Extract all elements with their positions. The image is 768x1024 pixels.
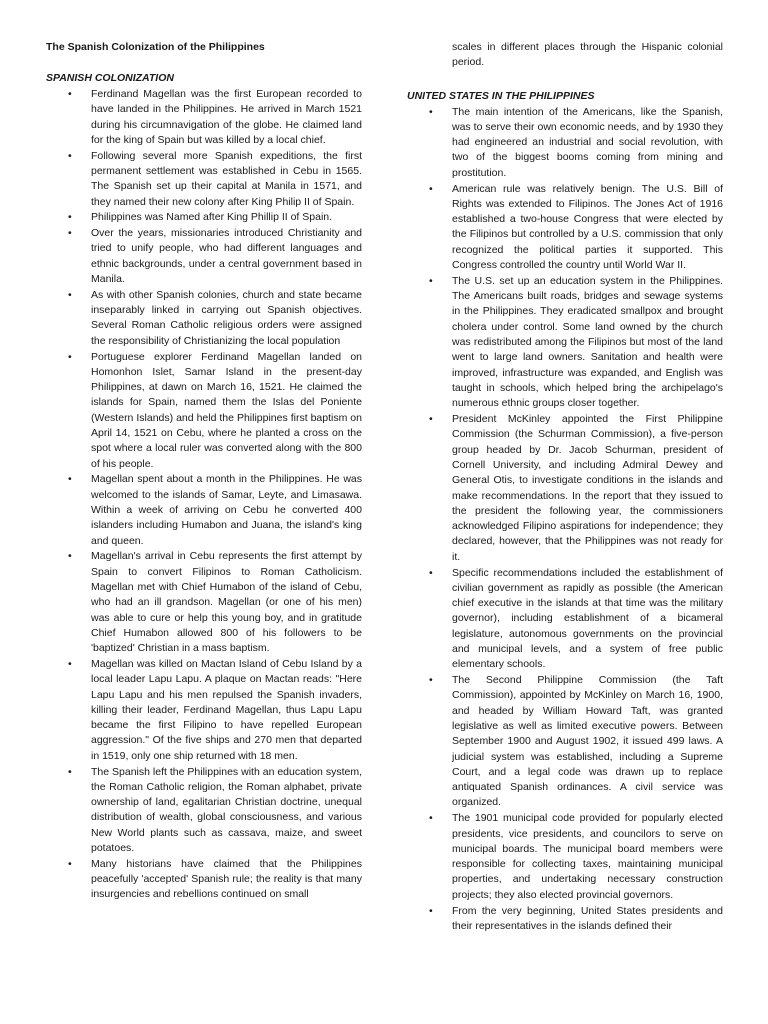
bullet-icon: •	[68, 857, 72, 870]
bullet-icon: •	[68, 149, 72, 162]
list-item	[407, 412, 723, 565]
bullet-icon: •	[68, 211, 72, 224]
list-item	[46, 549, 362, 656]
list-item-text: Many historians have claimed that the Philippines peacefully 'accepted' Spanish rule; the reality is that many insurgencies and rebellions continued on small	[91, 857, 362, 901]
section-heading-spanish: SPANISH COLONIZATION	[46, 72, 174, 84]
list-item-text: Philippines was Named after King Phillip II of Spain.	[91, 211, 333, 224]
bullet-icon: •	[429, 674, 433, 687]
spanish-bullet-list	[46, 87, 362, 903]
right-column	[407, 40, 723, 935]
bullet-icon: •	[429, 413, 433, 426]
list-item	[46, 857, 362, 903]
list-item	[407, 105, 723, 181]
list-item	[46, 657, 362, 764]
list-item	[407, 274, 723, 412]
list-item-text: President McKinley appointed the First Philippine Commission (the Schurman Commission), a five-person group headed by Dr. Jacob Schurman, president of Cornell University, and including Admiral Dewey and General Otis, to investigate conditions in the islands and make recommendations. In the report that they issued to the president the following year, the commissioners acknowledged Filipino aspirations for independence; they declared, however, that the Philippines was not ready for it.	[452, 413, 723, 563]
list-item	[46, 472, 362, 548]
list-item-text: American rule was relatively benign. The U.S. Bill of Rights was extended to Filipinos. The Jones Act of 1916 established a two-house Congress that were elected by the Filipinos but controlled by a U.S. commission that only recognized the political parties it supported. This Congress controlled the country until World War II.	[452, 182, 723, 272]
bullet-icon: •	[68, 765, 72, 778]
list-item-text: The U.S. set up an education system in the Philippines. The Americans built roads, bridges and sewage systems in the Philippines. They eradicated smallpox and brought cholera under control. Some land owned by the church was redistributed among the Filipinos but most of the land went to large land owners. Sanitation and health were improved, infrastructure was expanded, and English was taught in schools, which helped bring the archipelago's numerous ethnic groups closer together.	[452, 274, 723, 410]
list-item-text: The main intention of the Americans, like the Spanish, was to serve their own economic needs, and by 1930 they had engineered an industrial and social revolution, with two of the biggest booms coming from mining and prostitution.	[452, 105, 723, 179]
list-item	[46, 288, 362, 349]
bullet-icon: •	[429, 182, 433, 195]
bullet-icon: •	[68, 350, 72, 363]
us-bullet-list	[407, 105, 723, 935]
bullet-icon: •	[68, 657, 72, 670]
bullet-icon: •	[429, 904, 433, 917]
list-item-text: The 1901 municipal code provided for popularly elected presidents, vice presidents, and councilors to serve on municipal boards. The municipal board members were responsible for collecting taxes, maintaining municipal properties, and undertaking necessary construction projects; they also elected provincial governors.	[452, 812, 723, 901]
list-item	[46, 87, 362, 148]
bullet-icon: •	[68, 550, 72, 563]
list-item	[46, 210, 362, 225]
bullet-icon: •	[429, 812, 433, 825]
bullet-icon: •	[68, 288, 72, 301]
section-heading-us: UNITED STATES IN THE PHILIPPINES	[407, 89, 595, 102]
list-item-text: Magellan spent about a month in the Philippines. He was welcomed to the islands of Samar, Leyte, and Limasawa. Within a week of arriving on Cebu he converted 400 islanders including Humabon and Juana, the island's king and queen.	[91, 473, 362, 547]
list-item-text: Specific recommendations included the establishment of civilian government as rapidly as possible (the American chief executive in the islands at that time was the military governor), including establishment of a bicameral legislature, autonomous governments on the provincial and municipal levels, and a system of free public elementary schools.	[452, 566, 723, 671]
bullet-icon: •	[68, 227, 72, 240]
bullet-icon: •	[429, 274, 433, 287]
list-item	[46, 226, 362, 287]
list-item	[407, 673, 723, 811]
document-title: The Spanish Colonization of the Philippines	[46, 41, 265, 53]
list-item-text: Magellan was killed on Mactan Island of Cebu Island by a local leader Lapu Lapu. A plaque on Mactan reads: "Here Lapu Lapu and his men repulsed the Spanish invaders, killing their leader, Ferdinand Magellan, thus Lapu Lapu became the first Filipino to have repelled European aggression." Of the five ships and 270 men that departed in 1519, only one ship returned with 18 men.	[91, 657, 362, 762]
list-item	[46, 149, 362, 210]
left-column	[46, 40, 362, 903]
continued-paragraph: scales in different places through the Hispanic colonial period.	[452, 41, 723, 69]
bullet-icon: •	[429, 105, 433, 118]
list-item-text: As with other Spanish colonies, church and state became inseparably linked in carrying out Spanish objectives. Several Roman Catholic religious orders were assigned the responsibility of Christianizing the local population	[91, 288, 362, 347]
list-item	[407, 566, 723, 673]
bullet-icon: •	[429, 566, 433, 579]
list-item-text: The Second Philippine Commission (the Taft Commission), appointed by McKinley on March 16, 1900, and headed by William Howard Taft, was granted legislative as well as limited executive powers. Between September 1900 and August 1902, it issued 499 laws. A judicial system was established, including a Supreme Court, and a legal code was drawn up to replace antiquated Spanish ordinances. A civil service was organized.	[452, 674, 723, 809]
list-item-text: Magellan's arrival in Cebu represents the first attempt by Spain to convert Filipinos to Roman Catholicism. Magellan met with Chief Humabon of the island of Cebu, who had an ill grandson. Magellan (or one of his men) was able to cure or help this young boy, and in gratitude Chief Humabon allowed 800 of his followers to be 'baptized' Christian in a mass baptism.	[91, 550, 362, 655]
list-item-text: Following several more Spanish expeditions, the first permanent settlement was established in Cebu in 1565. The Spanish set up their capital at Manila in 1571, and they named their new colony after King Philip II of Spain.	[91, 149, 362, 208]
list-item	[407, 182, 723, 274]
list-item-text: Over the years, missionaries introduced Christianity and tried to unify people, who had different languages and ethnic backgrounds, under a central government based in Manila.	[91, 227, 362, 286]
list-item	[407, 811, 723, 903]
bullet-icon: •	[68, 88, 72, 100]
list-item-text: Portuguese explorer Ferdinand Magellan landed on Homonhon Islet, Samar Island in the present-day Philippines, at dawn on March 16, 1521. He claimed the islands for Spain, named them the Islas del Poniente (Western Islands) and held the Philippines first baptism on April 14, 1521 on Cebu, where he planted a cross on the spot where a local ruler was converted along with the 800 of his people.	[91, 350, 362, 470]
list-item-text: From the very beginning, United States presidents and their representatives in the islands defined their	[452, 904, 723, 932]
list-item	[46, 350, 362, 472]
list-item-text: The Spanish left the Philippines with an education system, the Roman Catholic religion, the Roman alphabet, private ownership of land, egalitarian Christian doctrine, unequal distribution of wealth, global consciousness, and various New World plants such as cassava, maize, and sweet potatoes.	[91, 765, 362, 855]
list-item	[407, 904, 723, 935]
list-item-text: Ferdinand Magellan was the first European recorded to have landed in the Philippines. He arrived in March 1521 during his circumnavigation of the globe. He claimed land for the king of Spain but was killed by a local chief.	[91, 88, 362, 146]
list-item	[46, 765, 362, 857]
bullet-icon: •	[68, 473, 72, 486]
